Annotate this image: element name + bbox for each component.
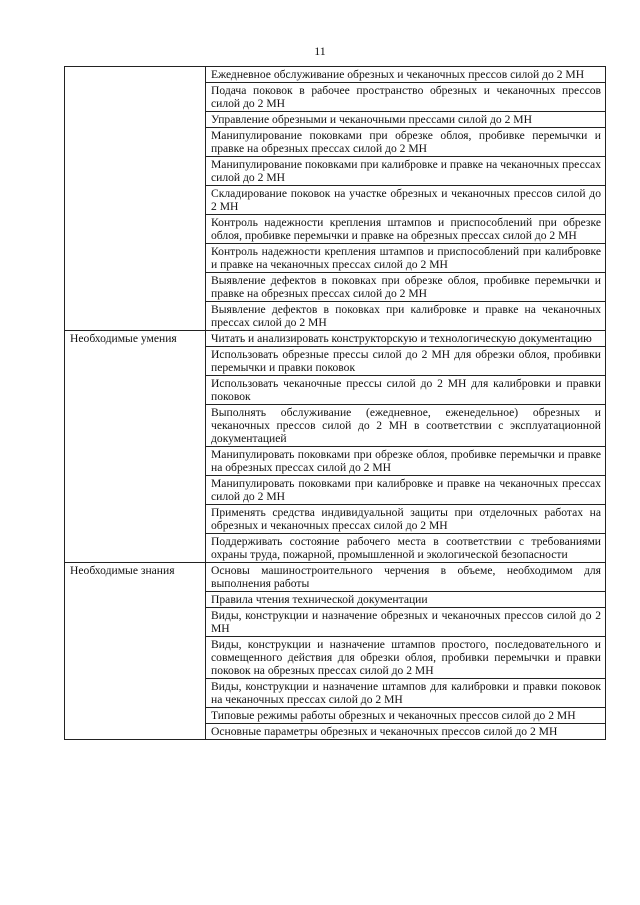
section-label xyxy=(65,67,206,331)
section-item: Виды, конструкции и назначение штампов простого, последовательного и совмещенного действия для обрезки облоя, пробивки перемычки и правки поковок на обрезных прессах силой до 2 МН xyxy=(206,637,606,679)
section-label: Необходимые знания xyxy=(65,563,206,740)
section-item: Выявление дефектов в поковках при обрезке облоя, пробивке перемычки и правке на обрезных прессах силой до 2 МН xyxy=(206,273,606,302)
table-body xyxy=(65,67,606,740)
section-item: Использовать чеканочные прессы силой до 2 МН для калибровки и правки поковок xyxy=(206,376,606,405)
section-item: Манипулировать поковками при калибровке и правке на чеканочных прессах силой до 2 МН xyxy=(206,476,606,505)
section-item: Типовые режимы работы обрезных и чеканочных прессов силой до 2 МН xyxy=(206,708,606,724)
section-item: Контроль надежности крепления штампов и приспособлений при обрезке облоя, пробивке перемычки и правке на обрезных прессах силой до 2 МН xyxy=(206,215,606,244)
section-item: Правила чтения технической документации xyxy=(206,592,606,608)
table-row xyxy=(65,563,606,592)
section-item: Выполнять обслуживание (ежедневное, еженедельное) обрезных и чеканочных прессов силой до 2 МН в соответствии с эксплуатационной документацией xyxy=(206,405,606,447)
section-item: Манипулирование поковками при обрезке облоя, пробивке перемычки и правке на обрезных прессах силой до 2 МН xyxy=(206,128,606,157)
table-row xyxy=(65,67,606,83)
section-label: Необходимые умения xyxy=(65,331,206,563)
section-item: Основные параметры обрезных и чеканочных прессов силой до 2 МН xyxy=(206,724,606,740)
section-item: Основы машиностроительного черчения в объеме, необходимом для выполнения работы xyxy=(206,563,606,592)
section-item: Ежедневное обслуживание обрезных и чеканочных прессов силой до 2 МН xyxy=(206,67,606,83)
section-item: Манипулирование поковками при калибровке и правке на чеканочных прессах силой до 2 МН xyxy=(206,157,606,186)
section-item: Складирование поковок на участке обрезных и чеканочных прессов силой до 2 МН xyxy=(206,186,606,215)
section-item: Поддерживать состояние рабочего места в соответствии с требованиями охраны труда, пожарной, промышленной и экологической безопасности xyxy=(206,534,606,563)
section-item: Виды, конструкции и назначение обрезных и чеканочных прессов силой до 2 МН xyxy=(206,608,606,637)
section-item: Применять средства индивидуальной защиты при отделочных работах на обрезных и чеканочных прессах силой до 2 МН xyxy=(206,505,606,534)
requirements-table xyxy=(64,66,606,740)
section-item: Использовать обрезные прессы силой до 2 МН для обрезки облоя, пробивки перемычки и правки поковок xyxy=(206,347,606,376)
section-item: Контроль надежности крепления штампов и приспособлений при калибровке и правке на чеканочных прессах силой до 2 МН xyxy=(206,244,606,273)
section-item: Манипулировать поковками при обрезке облоя, пробивке перемычки и правке на обрезных прессах силой до 2 МН xyxy=(206,447,606,476)
section-item: Читать и анализировать конструкторскую и технологическую документацию xyxy=(206,331,606,347)
section-item: Виды, конструкции и назначение штампов для калибровки и правки поковок на чеканочных прессах силой до 2 МН xyxy=(206,679,606,708)
table-row xyxy=(65,331,606,347)
section-item: Подача поковок в рабочее пространство обрезных и чеканочных прессов силой до 2 МН xyxy=(206,83,606,112)
section-item: Выявление дефектов в поковках при калибровке и правке на чеканочных прессах силой до 2 МН xyxy=(206,302,606,331)
page-number: 11 xyxy=(314,44,326,58)
section-item: Управление обрезными и чеканочными прессами силой до 2 МН xyxy=(206,112,606,128)
